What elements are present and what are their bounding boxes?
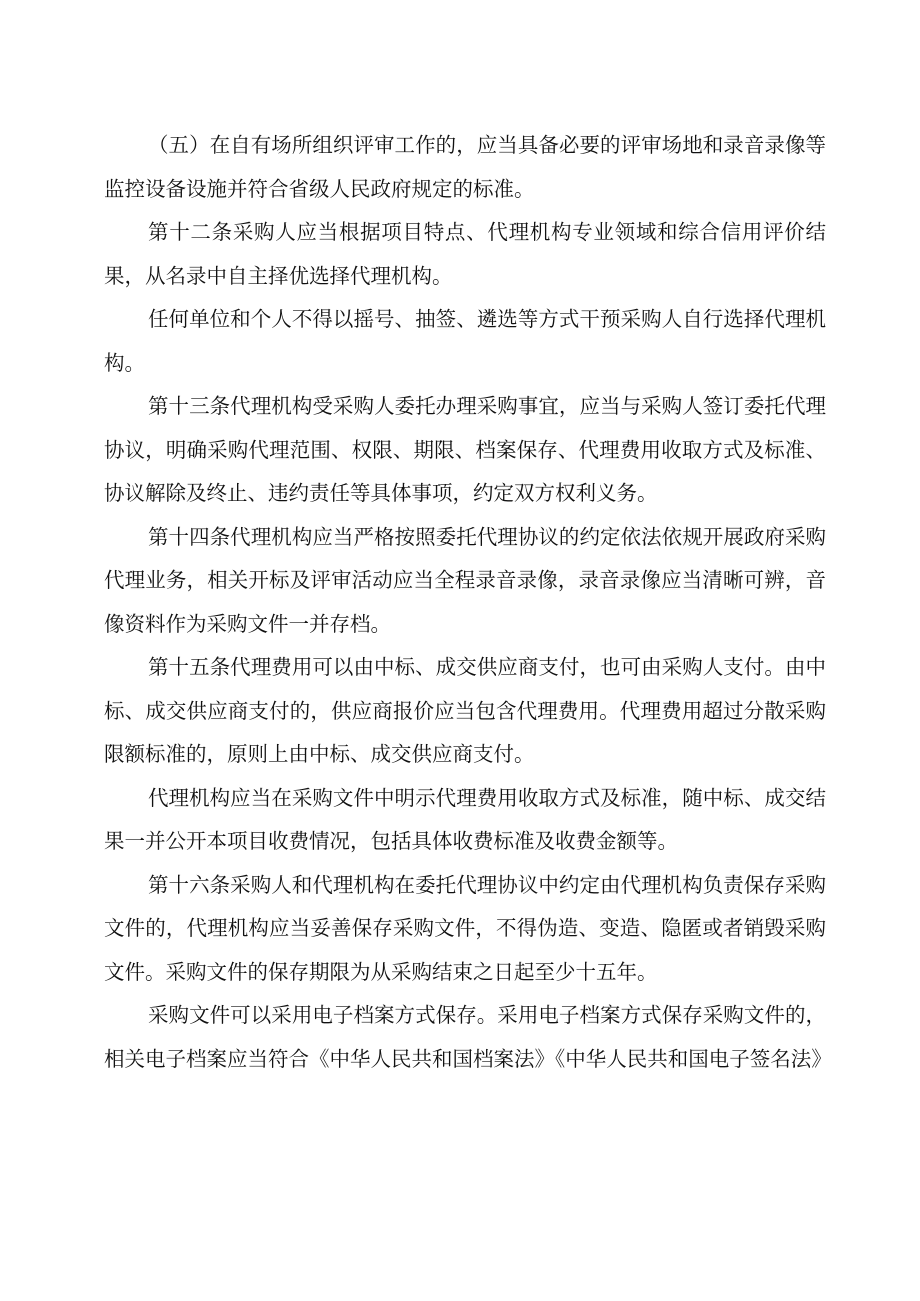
paragraph-article-12: 第十二条采购人应当根据项目特点、代理机构专业领域和综合信用评价结果，从名录中自主择优选择代理机构。 — [104, 220, 826, 288]
paragraph-article-15: 第十五条代理费用可以由中标、成交供应商支付，也可由采购人支付。由中标、成交供应商支付的，供应商报价应当包含代理费用。代理费用超过分散采购限额标准的，原则上由中标、成交供应商支付。 — [104, 655, 826, 766]
paragraph-article-14: 第十四条代理机构应当严格按照委托代理协议的约定依法依规开展政府采购代理业务，相关开标及评审活动应当全程录音录像，录音录像应当清晰可辨，音像资料作为采购文件一并存档。 — [104, 524, 826, 636]
document-body — [104, 124, 832, 1081]
paragraph-article-16-b: 采购文件可以采用电子档案方式保存。采用电子档案方式保存采购文件的，相关电子档案应当符合《中华人民共和国档案法》《中华人民共和国电子签名法》 — [104, 1003, 832, 1071]
paragraph-article-12-b: 任何单位和个人不得以摇号、抽签、遴选等方式干预采购人自行选择代理机构。 — [104, 307, 826, 375]
paragraph-article-16: 第十六条采购人和代理机构在委托代理协议中约定由代理机构负责保存采购文件的，代理机构应当妥善保存采购文件，不得伪造、变造、隐匿或者销毁采购文件。采购文件的保存期限为从采购结束之日起至少十五年。 — [104, 872, 826, 984]
paragraph-article-13: 第十三条代理机构受采购人委托办理采购事宜，应当与采购人签订委托代理协议，明确采购代理范围、权限、期限、档案保存、代理费用收取方式及标准、协议解除及终止、违约责任等具体事项，约定双方权利义务。 — [104, 394, 826, 505]
paragraph-article-15-b: 代理机构应当在采购文件中明示代理费用收取方式及标准，随中标、成交结果一并公开本项目收费情况，包括具体收费标准及收费金额等。 — [104, 785, 826, 853]
paragraph-item-5: （五）在自有场所组织评审工作的，应当具备必要的评审场地和录音录像等监控设备设施并符合省级人民政府规定的标准。 — [104, 133, 826, 201]
